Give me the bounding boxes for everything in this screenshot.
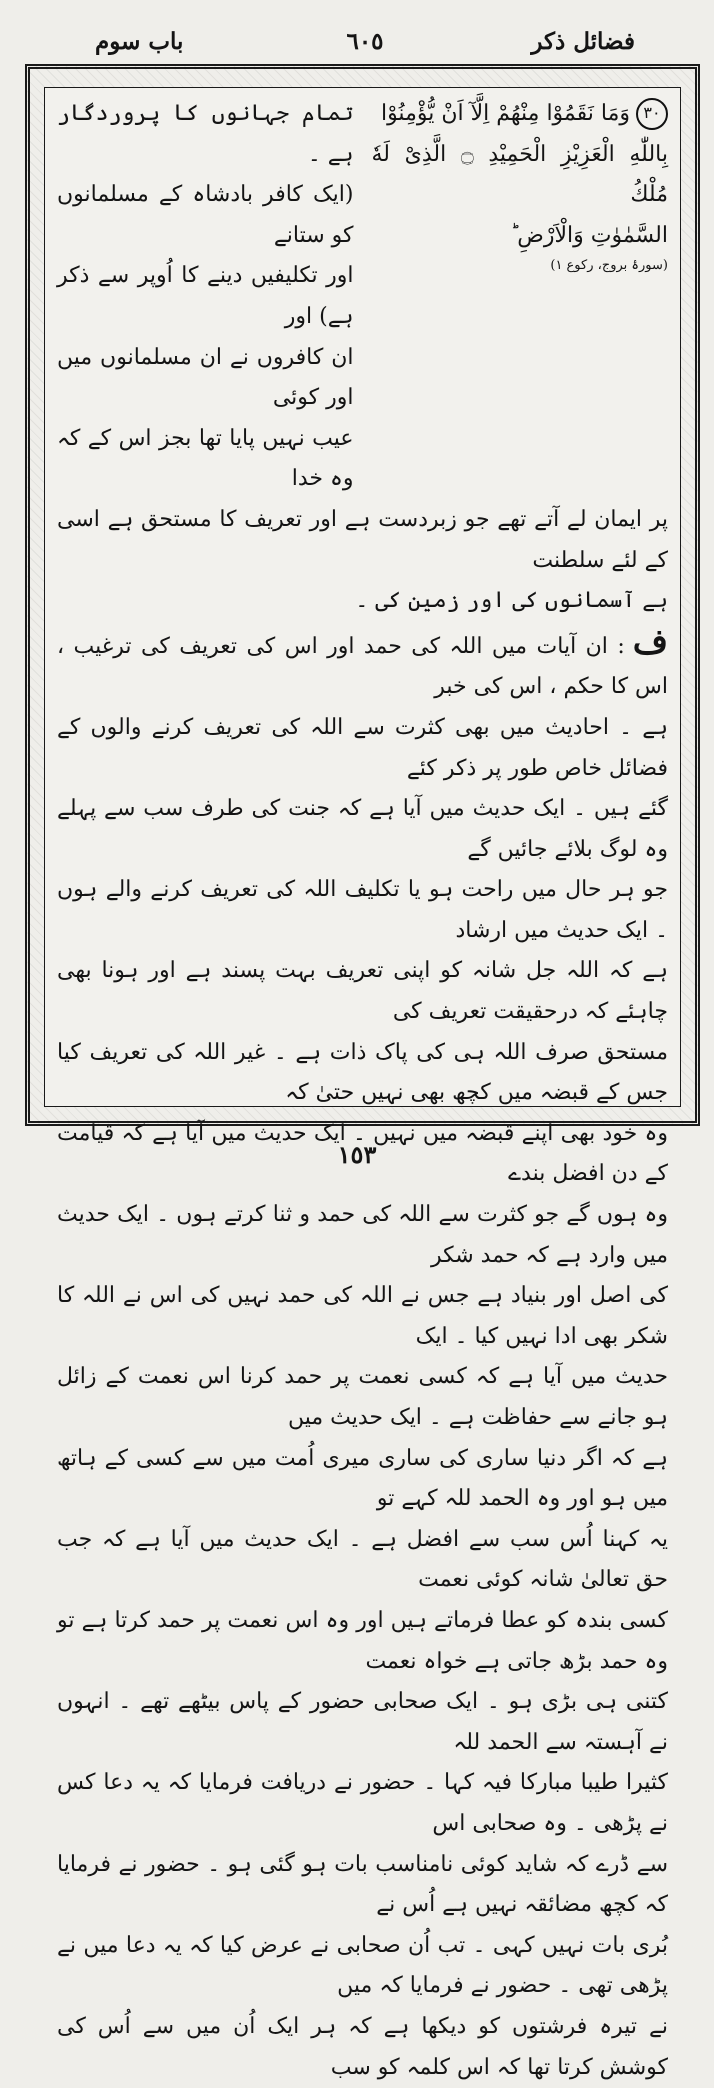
translation-line: اور تکلیفیں دینے کا اُوپر سے ذکر ہے) اور: [57, 263, 354, 329]
chapter-title: باب سوم: [95, 28, 184, 55]
verse-block: [57, 94, 668, 500]
translation-line: (ایک کافر بادشاہ کے مسلمانوں کو ستانے: [57, 182, 354, 248]
page-number: ١٥٣: [337, 1140, 377, 1169]
commentary-line: مستحق صرف اللہ ہی کی پاک ذات ہے ۔ غیر اللہ کی تعریف کیا جس کے قبضہ میں کچھ بھی نہیں حتیٰ کہ: [57, 1039, 668, 1106]
commentary-line: وہ خود بھی اپنے قبضہ میں نہیں ۔ ایک حدیث میں آیا ہے کہ قیامت کے دن افضل بندے: [57, 1120, 668, 1187]
commentary-line: کسی بندہ کو عطا فرماتے ہیں اور وہ اس نعمت پر حمد کرتا ہے تو وہ حمد بڑھ جاتی ہے خواہ نعمت: [57, 1607, 668, 1674]
verse-reference: (سورۂ بروج، رکوع ۱): [550, 258, 668, 274]
verse-arabic-line: بِاللّٰهِ الْعَزِيْزِ الْحَمِيْدِ ۝ الَّذِىْ لَهٗ مُلْكُ: [371, 141, 668, 208]
translation-line: عیب نہیں پایا تھا بجز اس کے کہ وہ خدا: [57, 425, 354, 492]
commentary-line: کی اصل اور بنیاد ہے جس نے اللہ کی حمد نہیں کی اس نے اللہ کا شکر بھی ادا نہیں کیا ۔ ایک: [57, 1283, 668, 1349]
commentary-line: ہے کہ اگر دنیا ساری کی ساری میری اُمت میں سے کسی کے ہاتھ میں ہو اور وہ الحمد للہ کہے تو: [57, 1445, 668, 1512]
commentary-line: کتنی ہی بڑی ہو ۔ ایک صحابی حضور کے پاس بیٹھے تھے ۔ انہوں نے آہستہ سے الحمد للہ: [57, 1689, 668, 1755]
commentary-line: ہے کہ اللہ جل شانہ کو اپنی تعریف بہت پسند ہے اور ہونا بھی چاہئے کہ درحقیقت تعریف کی: [57, 958, 668, 1025]
translation-line: ان کافروں نے ان مسلمانوں میں اور کوئی: [57, 344, 354, 411]
commentary-line: حدیث میں آیا ہے کہ کسی نعمت پر حمد کرنا اس نعمت کے زائل ہو جانے سے حفاظت ہے ۔ ایک حدیث میں: [57, 1364, 668, 1430]
commentary-line: گئے ہیں ۔ ایک حدیث میں آیا ہے کہ جنت کی طرف سب سے پہلے وہ لوگ بلائے جائیں گے: [57, 796, 668, 862]
commentary-line: یہ کہنا اُس سب سے افضل ہے ۔ ایک حدیث میں آیا ہے کہ جب حق تعالیٰ شانہ کوئی نعمت: [57, 1526, 668, 1593]
verse-arabic: [372, 94, 669, 500]
book-title: فضائل ذکر: [531, 28, 635, 55]
commentary-line: نے تیرہ فرشتوں کو دیکھا ہے کہ ہر ایک اُن میں سے اُس کی کوشش کرتا تھا کہ اس کلمہ کو سب: [57, 2013, 668, 2080]
verse-arabic-line: ٣٠وَمَا نَقَمُوْا مِنْهُمْ اِلَّآ اَنْ يُّؤْمِنُوْا: [372, 94, 669, 135]
verse-translation: [57, 94, 354, 500]
translation-line: تمام جہانوں کا پروردگار ہے ۔: [57, 101, 354, 167]
commentary-line: بُری بات نہیں کہی ۔ تب اُن صحابی نے عرض کیا کہ یہ دعا میں نے پڑھی تھی ۔ حضور نے فرمایا کہ میں: [57, 1932, 668, 1999]
commentary-line: وہ ہوں گے جو کثرت سے اللہ کی حمد و ثنا کرتے ہوں ۔ ایک حدیث میں وارد ہے کہ حمد شکر: [57, 1202, 668, 1268]
verse-arabic-line: السَّمٰوٰتِ وَالْاَرْضِ ؕ: [510, 222, 668, 248]
commentary-line: ہے ۔ احادیث میں بھی کثرت سے اللہ کی تعریف کرنے والوں کے فضائل خاص طور پر ذکر کئے: [57, 714, 668, 781]
page-header: [95, 28, 635, 62]
commentary-line: سے ڈرے کہ شاید کوئی نامناسب بات ہو گئی ہو ۔ حضور نے فرمایا کہ کچھ مضائقہ نہیں ہے اُس نے: [57, 1851, 668, 1918]
translation-continuation: پر ایمان لے آتے تھے جو زبردست ہے اور تعریف کا مستحق ہے اسی کے لئے سلطنت: [57, 506, 668, 573]
commentary-line: کثیرا طیبا مبارکا فیہ کہا ۔ حضور نے دریافت فرمایا کہ یہ دعا کس نے پڑھی ۔ وہ صحابی اس: [57, 1770, 668, 1836]
folio-number: ٦٠٥: [346, 28, 384, 55]
commentary-marker: ف: [632, 621, 669, 662]
verse-number: ٣٠: [636, 98, 668, 130]
translation-continuation: ہے آسمانوں کی اور زمین کی ۔: [355, 588, 668, 614]
commentary-line: ف: ان آیات میں اللہ کی حمد اور اس کی تعریف کی ترغیب ، اس کا حکم ، اس کی خبر: [57, 621, 669, 700]
commentary-line: جو ہر حال میں راحت ہو یا تکلیف اللہ کی تعریف کرنے والے ہوں ۔ ایک حدیث میں ارشاد: [57, 877, 668, 943]
